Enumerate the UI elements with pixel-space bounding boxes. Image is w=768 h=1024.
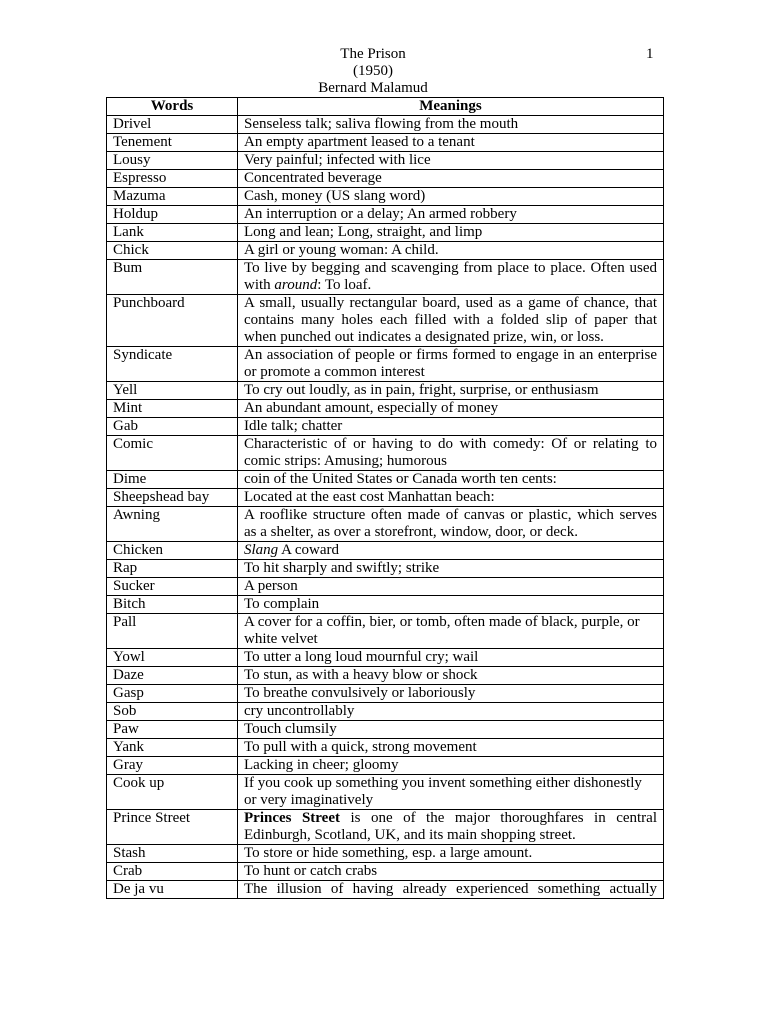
vocab-row xyxy=(107,418,664,436)
word-cell: Lank xyxy=(107,224,238,242)
meaning-cell: To hunt or catch crabs xyxy=(238,863,664,881)
vocab-row xyxy=(107,578,664,596)
word-cell: Sucker xyxy=(107,578,238,596)
word-cell: Espresso xyxy=(107,170,238,188)
vocab-row xyxy=(107,260,664,295)
word-cell: Mazuma xyxy=(107,188,238,206)
vocab-row xyxy=(107,170,664,188)
meaning-cell: Senseless talk; saliva flowing from the mouth xyxy=(238,116,664,134)
word-cell: Chicken xyxy=(107,542,238,560)
vocab-row xyxy=(107,649,664,667)
meaning-cell xyxy=(238,775,664,810)
word-cell: Pall xyxy=(107,614,238,649)
meaning-line xyxy=(244,277,657,294)
meaning-line: Edinburgh, Scotland, UK, and its main shopping street. xyxy=(244,827,576,843)
word-cell: Dime xyxy=(107,471,238,489)
meaning-line: The illusion of having already experienced something actually xyxy=(244,881,657,897)
word-cell: Bitch xyxy=(107,596,238,614)
page-number: 1 xyxy=(646,46,654,62)
meaning-line: or promote a common interest xyxy=(244,364,425,380)
vocab-row xyxy=(107,775,664,810)
word-cell: Tenement xyxy=(107,134,238,152)
meaning-cell: Very painful; infected with lice xyxy=(238,152,664,170)
word-cell: Yowl xyxy=(107,649,238,667)
word-cell: Sob xyxy=(107,703,238,721)
vocab-row xyxy=(107,188,664,206)
word-cell: Stash xyxy=(107,845,238,863)
meaning-line: comic strips: Amusing; humorous xyxy=(244,453,447,469)
meaning-cell: Touch clumsily xyxy=(238,721,664,739)
word-cell: Bum xyxy=(107,260,238,295)
vocab-row xyxy=(107,863,664,881)
meaning-line: or very imaginatively xyxy=(244,792,374,808)
meaning-line: contains many holes each filled with a folded slip of paper that xyxy=(244,312,657,328)
meaning-line: To live by begging and scavenging from place to place. Often used xyxy=(244,260,657,276)
vocab-row xyxy=(107,667,664,685)
meaning-cell: Cash, money (US slang word) xyxy=(238,188,664,206)
word-cell: Yell xyxy=(107,382,238,400)
meaning-cell: To breathe convulsively or laboriously xyxy=(238,685,664,703)
meaning-line xyxy=(244,542,657,559)
vocab-row xyxy=(107,542,664,560)
meaning-line: when punched out indicates a designated prize, win, or loss. xyxy=(244,329,604,345)
vocab-row xyxy=(107,507,664,542)
meaning-cell: An abundant amount, especially of money xyxy=(238,400,664,418)
meaning-cell: To pull with a quick, strong movement xyxy=(238,739,664,757)
vocab-row xyxy=(107,436,664,471)
meaning-cell: Lacking in cheer; gloomy xyxy=(238,757,664,775)
meaning-line: white velvet xyxy=(244,631,318,647)
meaning-cell xyxy=(238,295,664,347)
vocab-row xyxy=(107,152,664,170)
meaning-cell xyxy=(238,881,664,899)
vocab-row xyxy=(107,614,664,649)
meaning-line xyxy=(244,810,657,827)
meaning-line: as a shelter, as over a storefront, window, door, or deck. xyxy=(244,524,578,540)
words-column-header: Words xyxy=(107,98,238,116)
meaning-line: Characteristic of or having to do with comedy: Of or relating to xyxy=(244,436,657,452)
word-cell: Prince Street xyxy=(107,810,238,845)
meaning-text: is one of the major thoroughfares in central xyxy=(340,810,657,826)
document-title: The Prison xyxy=(340,46,406,62)
meaning-cell xyxy=(238,347,664,382)
vocab-row xyxy=(107,757,664,775)
word-cell: Mint xyxy=(107,400,238,418)
vocab-row xyxy=(107,685,664,703)
meaning-text: : To loaf. xyxy=(317,277,372,293)
meaning-cell: Idle talk; chatter xyxy=(238,418,664,436)
word-cell: Gray xyxy=(107,757,238,775)
vocab-row xyxy=(107,242,664,260)
meaning-cell: An empty apartment leased to a tenant xyxy=(238,134,664,152)
vocab-row xyxy=(107,810,664,845)
word-cell: Gab xyxy=(107,418,238,436)
meaning-cell xyxy=(238,260,664,295)
vocab-row xyxy=(107,596,664,614)
table-header-row xyxy=(107,98,664,116)
vocab-row xyxy=(107,295,664,347)
document-author: Bernard Malamud xyxy=(318,80,428,96)
vocab-row xyxy=(107,134,664,152)
word-cell: Crab xyxy=(107,863,238,881)
meaning-cell xyxy=(238,614,664,649)
word-cell: Syndicate xyxy=(107,347,238,382)
vocab-row xyxy=(107,489,664,507)
meaning-cell: To cry out loudly, as in pain, fright, surprise, or enthusiasm xyxy=(238,382,664,400)
meaning-cell: Located at the east cost Manhattan beach: xyxy=(238,489,664,507)
meaning-cell: Concentrated beverage xyxy=(238,170,664,188)
meaning-cell xyxy=(238,436,664,471)
vocab-row xyxy=(107,347,664,382)
meaning-cell: coin of the United States or Canada worth ten cents: xyxy=(238,471,664,489)
vocab-row xyxy=(107,471,664,489)
word-cell: Drivel xyxy=(107,116,238,134)
vocab-row xyxy=(107,206,664,224)
italic-usage-label: Slang xyxy=(244,542,279,558)
word-cell: Chick xyxy=(107,242,238,260)
meaning-line: A cover for a coffin, bier, or tomb, often made of black, purple, or xyxy=(244,614,640,630)
meaning-cell: To stun, as with a heavy blow or shock xyxy=(238,667,664,685)
document-year: (1950) xyxy=(353,63,393,79)
meaning-cell: To hit sharply and swiftly; strike xyxy=(238,560,664,578)
meaning-cell: An interruption or a delay; An armed robbery xyxy=(238,206,664,224)
meaning-line: A rooflike structure often made of canvas or plastic, which serves xyxy=(244,507,657,523)
word-cell: Cook up xyxy=(107,775,238,810)
meaning-cell: To utter a long loud mournful cry; wail xyxy=(238,649,664,667)
meaning-line: A small, usually rectangular board, used as a game of chance, that xyxy=(244,295,657,311)
word-cell: Gasp xyxy=(107,685,238,703)
document-heading xyxy=(106,46,640,97)
meaning-text: with xyxy=(244,277,275,293)
meaning-cell: Long and lean; Long, straight, and limp xyxy=(238,224,664,242)
vocab-row xyxy=(107,116,664,134)
word-cell: Awning xyxy=(107,507,238,542)
vocab-row xyxy=(107,721,664,739)
vocabulary-table xyxy=(106,97,664,899)
word-cell: Rap xyxy=(107,560,238,578)
meaning-text: A coward xyxy=(278,542,339,558)
vocab-row xyxy=(107,224,664,242)
meaning-cell: A girl or young woman: A child. xyxy=(238,242,664,260)
word-cell: Comic xyxy=(107,436,238,471)
meanings-column-header: Meanings xyxy=(238,98,664,116)
meaning-cell: cry uncontrollably xyxy=(238,703,664,721)
meaning-cell xyxy=(238,810,664,845)
vocab-row xyxy=(107,560,664,578)
word-cell: Holdup xyxy=(107,206,238,224)
vocab-row xyxy=(107,382,664,400)
meaning-line: An association of people or firms formed to engage in an enterprise xyxy=(244,347,657,363)
meaning-cell xyxy=(238,542,664,560)
italic-usage-word: around xyxy=(274,277,318,293)
vocab-row xyxy=(107,739,664,757)
vocab-row xyxy=(107,881,664,899)
word-cell: Lousy xyxy=(107,152,238,170)
word-cell: Sheepshead bay xyxy=(107,489,238,507)
word-cell: De ja vu xyxy=(107,881,238,899)
meaning-cell xyxy=(238,507,664,542)
meaning-cell: To complain xyxy=(238,596,664,614)
bold-place-name: Princes Street xyxy=(244,810,340,826)
word-cell: Paw xyxy=(107,721,238,739)
word-cell: Yank xyxy=(107,739,238,757)
word-cell: Punchboard xyxy=(107,295,238,347)
vocab-row xyxy=(107,845,664,863)
meaning-cell: A person xyxy=(238,578,664,596)
meaning-line: If you cook up something you invent something either dishonestly xyxy=(244,775,642,791)
vocab-row xyxy=(107,703,664,721)
meaning-cell: To store or hide something, esp. a large amount. xyxy=(238,845,664,863)
vocab-row xyxy=(107,400,664,418)
word-cell: Daze xyxy=(107,667,238,685)
